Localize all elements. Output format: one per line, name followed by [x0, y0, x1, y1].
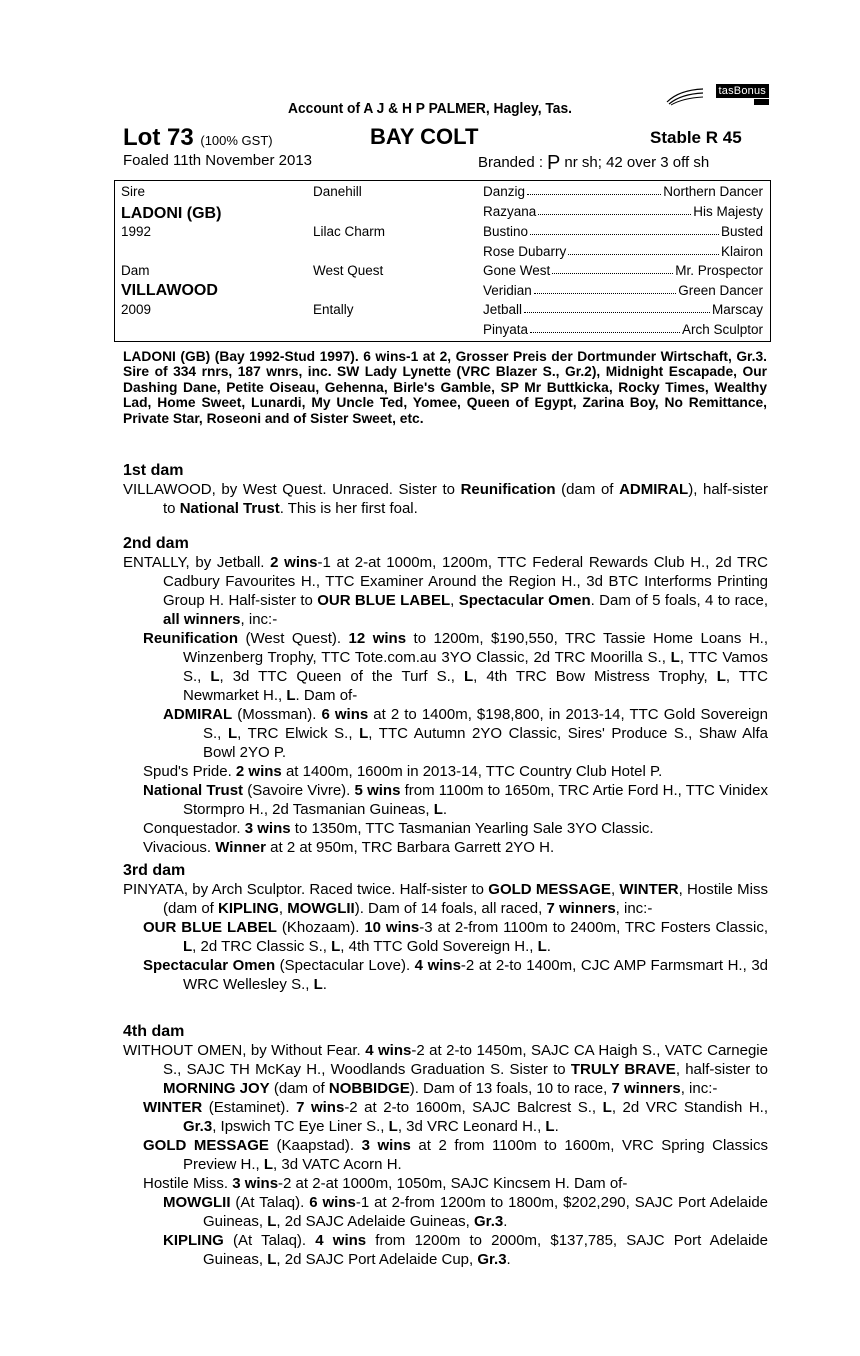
dam-sire: West Quest — [313, 263, 384, 278]
fourth-dam-text: WITHOUT OMEN, by Without Fear. 4 wins-2 at 2-to 1450m, SAJC CA Haigh S., VATC Carnegie S., SAJC TH McKay H., Woodlands Graduation S. Sister to TRULY BRAVE, half-sister to MORNING JOY (dam of NOBBIDGE). Dam of 13 foals, 10 to race, 7 winners, inc:- — [123, 1042, 768, 1097]
sire-sire: Danehill — [313, 184, 362, 199]
progeny-entry: ADMIRAL (Mossman). 6 wins at 2 to 1400m, $198,800, in 2013-14, TTC Gold Sovereign S., L, TRC Elwick S., L, TTC Autumn 2YO Classic, Sires' Produce S., Shaw Alfa Bowl 2YO P. — [163, 706, 768, 761]
logo-swoosh-icon — [665, 86, 705, 106]
progeny-entry: WINTER (Estaminet). 7 wins-2 at 2-to 1600m, SAJC Balcrest S., L, 2d VRC Standish H., Gr.3, Ipswich TC Eye Liner S., L, 3d VRC Leonard H., L. — [143, 1099, 769, 1135]
branded-details: nr sh; 42 over 3 off sh — [564, 154, 710, 171]
section-heading: 1st dam — [123, 462, 184, 479]
progeny-entry: National Trust (Savoire Vivre). 5 wins from 1100m to 1650m, TRC Artie Ford H., TTC Vinidex Stormpro H., 2d Tasmanian Guineas, L. — [143, 782, 768, 818]
lot-label: Lot 73 — [123, 124, 194, 151]
progeny-entry: Spectacular Omen (Spectacular Love). 4 wins-2 at 2-to 1400m, CJC AMP Farmsmart H., 3d WRC Wellesley S., L. — [143, 957, 769, 993]
pedigree-table — [114, 180, 771, 342]
sire-label: Sire — [121, 184, 146, 199]
tasbonus-logo — [665, 84, 769, 110]
section-heading: 2nd dam — [123, 535, 189, 552]
third-dam-text: PINYATA, by Arch Sculptor. Raced twice. Half-sister to GOLD MESSAGE, WINTER, Hostile Miss (dam of KIPLING, MOWGLII). Dam of 14 foals, all raced, 7 winners, inc:- — [123, 881, 769, 917]
grandparent-row: Danzig Northern Dancer — [483, 184, 763, 199]
progeny-entry: MOWGLII (At Talaq). 6 wins-1 at 2-from 1200m to 1800m, $202,290, SAJC Port Adelaide Guineas, L, 2d SAJC Adelaide Guineas, Gr.3. — [163, 1194, 769, 1230]
section-heading: 3rd dam — [123, 862, 186, 879]
progeny-entry: Conquestador. 3 wins to 1350m, TTC Tasmanian Yearling Sale 3YO Classic. — [143, 820, 654, 837]
logo-text: tasBonus — [716, 84, 769, 98]
grandparent-row: Pinyata Arch Sculptor — [483, 322, 763, 337]
branded-label: Branded : — [478, 154, 544, 171]
sire-summary: LADONI (GB) (Bay 1992-Stud 1997). 6 wins-1 at 2, Grosser Preis der Dortmunder Wirtschaft, Gr.3. Sire of 334 rnrs, 187 wnrs, inc. SW Lady Lynette (VRC Blazer S., Gr.2), Midnight Escapade, Our Dashing Dane, Petite Oiseau, Gehenna, Birle's Gamble, SP Mr Buttkicka, Rocky Times, Wealthy Lad, Home Sweet, Lunardi, My Uncle Ted, Yomee, Queen of Egypt, Zarina Boy, No Remittance, Private Star, Roseoni and of Sister Sweet, etc. — [123, 349, 767, 426]
first-dam-section — [123, 461, 768, 518]
section-heading: 4th dam — [123, 1023, 185, 1040]
progeny-entry: GOLD MESSAGE (Kaapstad). 3 wins at 2 from 1100m to 1600m, VRC Spring Classics Preview H., L, 3d VATC Acorn H. — [143, 1137, 768, 1173]
sire-name: LADONI (GB) — [121, 205, 222, 222]
logo-tagline — [754, 99, 769, 105]
fourth-dam-section — [123, 1022, 768, 1269]
grandparent-row: Veridian Green Dancer — [483, 283, 763, 298]
progeny-entry: Spud's Pride. 2 wins at 1400m, 1600m in 2013-14, TTC Country Club Hotel P. — [143, 763, 663, 780]
progeny-entry: Reunification (West Quest). 12 wins to 1200m, $190,550, TRC Tassie Home Loans H., Winzenberg Trophy, TTC Tote.com.au 3YO Classic, 2d TRC Moorilla S., L, TTC Vamos S., L, 3d TTC Queen of the Turf S., L, 4th TRC Bow Mistress Trophy, L, TTC Newmarket H., L. Dam of- — [143, 630, 769, 704]
gst-note: (100% GST) — [200, 133, 273, 148]
second-dam-section — [123, 534, 768, 857]
lot-number — [123, 124, 273, 152]
dam-label: Dam — [121, 263, 150, 278]
dam-dam: Entally — [313, 302, 354, 317]
stable-number: Stable R 45 — [650, 128, 742, 147]
brand-mark: P — [547, 152, 561, 174]
vendor-account: Account of A J & H P PALMER, Hagley, Tas. — [288, 100, 572, 117]
sire-year: 1992 — [121, 224, 152, 239]
third-dam-section — [123, 861, 768, 994]
dam-year: 2009 — [121, 302, 152, 317]
horse-description: BAY COLT — [370, 124, 479, 149]
grandparent-row: Razyana His Majesty — [483, 204, 763, 219]
branded-info — [478, 152, 709, 175]
progeny-entry: Vivacious. Winner at 2 at 950m, TRC Barbara Garrett 2YO H. — [143, 839, 555, 856]
foaled-date: Foaled 11th November 2013 — [123, 152, 313, 169]
grandparent-row: Gone West Mr. Prospector — [483, 263, 763, 278]
sire-dam: Lilac Charm — [313, 224, 386, 239]
progeny-entry: Hostile Miss. 3 wins-2 at 2-at 1000m, 1050m, SAJC Kincsem H. Dam of- — [143, 1175, 628, 1192]
progeny-entry: OUR BLUE LABEL (Khozaam). 10 wins-3 at 2-from 1100m to 2400m, TRC Fosters Classic, L, 2d TRC Classic S., L, 4th TTC Gold Sovereign H., L. — [143, 919, 769, 955]
progeny-entry: KIPLING (At Talaq). 4 wins from 1200m to 2000m, $137,785, SAJC Port Adelaide Guineas, L, 2d SAJC Port Adelaide Cup, Gr.3. — [163, 1232, 768, 1268]
dam-name: VILLAWOOD — [121, 282, 218, 299]
grandparent-row: Jetball Marscay — [483, 302, 763, 317]
grandparent-row: Rose Dubarry Klairon — [483, 244, 763, 259]
grandparent-row: Bustino Busted — [483, 224, 763, 239]
second-dam-text: ENTALLY, by Jetball. 2 wins-1 at 2-at 1000m, 1200m, TTC Federal Rewards Club H., 2d TRC Cadbury Favourites H., TTC Examiner Around the Region H., 3d BTC Interforms Printing Group H. Half-sister to OUR BLUE LABEL, Spectacular Omen. Dam of 5 foals, 4 to race, all winners, inc:- — [123, 554, 769, 628]
first-dam-text: VILLAWOOD, by West Quest. Unraced. Sister to Reunification (dam of ADMIRAL), half-sister to National Trust. This is her first foal. — [123, 481, 768, 517]
